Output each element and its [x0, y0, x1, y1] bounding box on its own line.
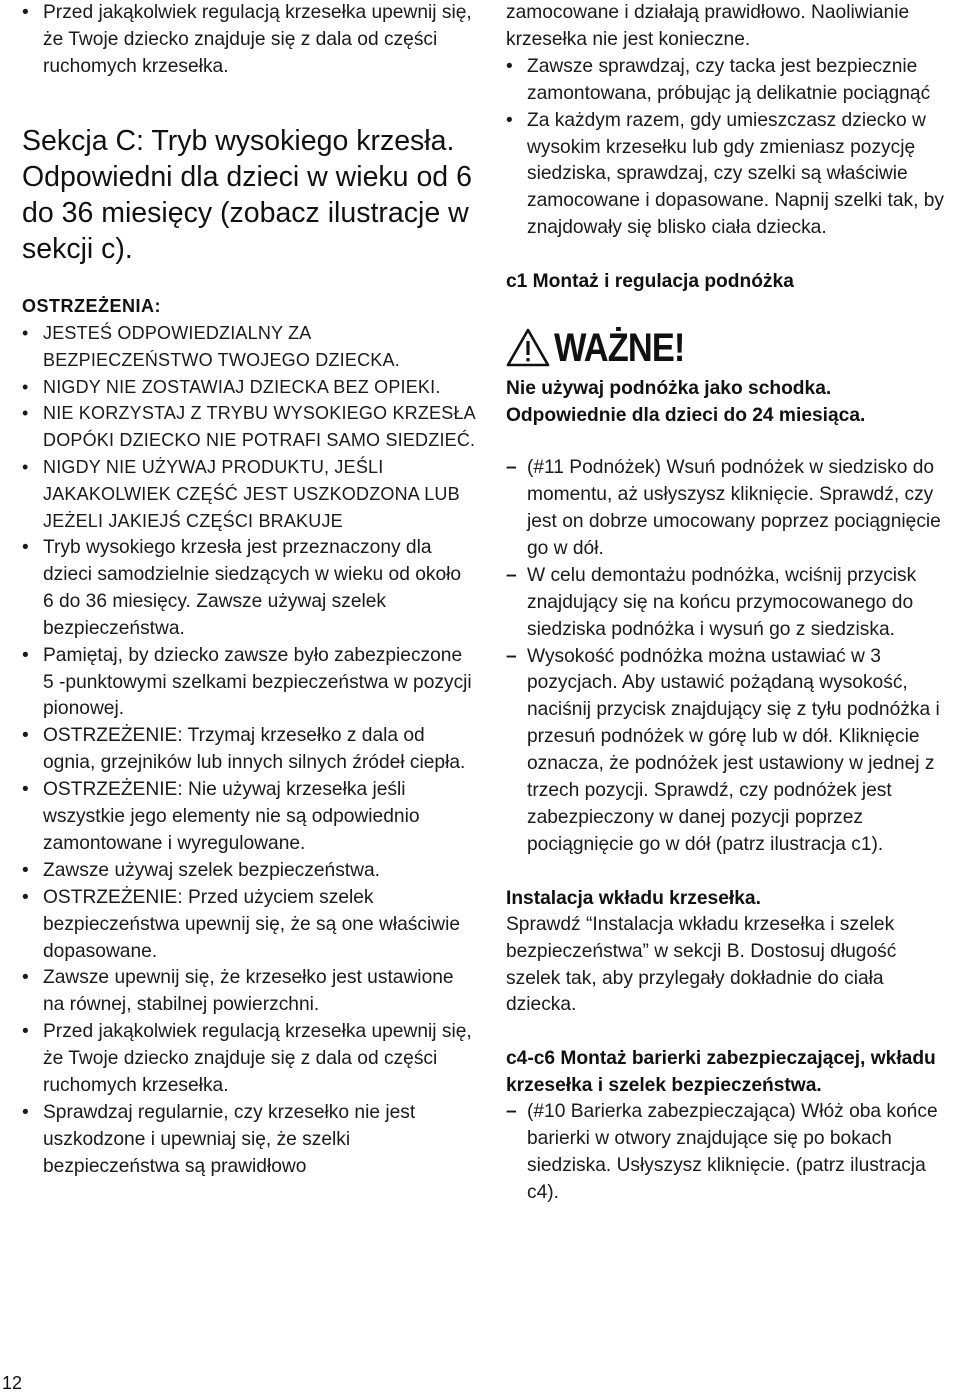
page-number: 12 — [2, 1373, 23, 1393]
list-item: • Tryb wysokiego krzesła jest przeznaczony dla dzieci samodzielnie siedzących w wieku od około 6 do 36 miesięcy. Zawsze używaj szelek bezpieczeństwa. — [22, 535, 477, 643]
list-item: • Sprawdzaj regularnie, czy krzesełko nie jest uszkodzone i upewniaj się, że szelki bezpieczeństwa są prawidłowo — [22, 1100, 477, 1181]
list-item: – W celu demontażu podnóżka, wciśnij przycisk znajdujący się na końcu przymocowanego do siedziska podnóżka i wysuń go z siedziska. — [506, 563, 954, 644]
list-item: • Zawsze sprawdzaj, czy tacka jest bezpiecznie zamontowana, próbując ją delikatnie pociągnąć — [506, 54, 954, 108]
warning-item: • JESTEŚ ODPOWIEDZIALNY ZA BEZPIECZEŃSTWO TWOJEGO DZIECKA. — [22, 320, 477, 374]
important-line: Nie używaj podnóżka jako schodka. — [506, 378, 832, 400]
list-item: • OSTRZEŻENIE: Przed użyciem szelek bezpieczeństwa upewnij się, że są one właściwie dopasowane. — [22, 885, 477, 966]
warning-item: • NIGDY NIE ZOSTAWIAJ DZIECKA BEZ OPIEKI. — [22, 374, 477, 401]
list-item: • OSTRZEŻENIE: Trzymaj krzesełko z dala od ognia, grzejników lub innych silnych źródeł ciepła. — [22, 723, 477, 777]
warnings-heading: OSTRZEŻENIA: — [22, 295, 161, 316]
warning-item: • NIE KORZYSTAJ Z TRYBU WYSOKIEGO KRZESŁA DOPÓKI DZIECKO NIE POTRAFI SAMO SIEDZIEĆ. — [22, 400, 477, 454]
section-title: Sekcja C: Tryb wysokiego krzesła. Odpowiedni dla dzieci w wieku od 6 do 36 miesięcy (zobacz ilustracje w sekcji c). — [22, 124, 472, 265]
left-column — [22, 0, 477, 1181]
important-label: WAŻNE! — [554, 325, 685, 370]
list-item: – (#11 Podnóżek) Wsuń podnóżek w siedzisko do momentu, aż usłyszysz kliknięcie. Sprawdź, czy jest on dobrze umocowany poprzez pociągnięcie go w dół. — [506, 455, 954, 563]
safety-list — [22, 535, 477, 1181]
warnings-list — [22, 320, 477, 535]
list-item: • Przed jakąkolwiek regulacją krzesełka upewnij się, że Twoje dziecko znajduje się z dala od części ruchomych krzesełka. — [22, 1019, 477, 1100]
c1-list — [506, 455, 954, 859]
important-notice — [506, 321, 954, 375]
list-item: – (#10 Barierka zabezpieczająca) Włóż oba końce barierki w otwory znajdujące się po bokach siedziska. Usłyszysz kliknięcie. (patrz ilustracja c4). — [506, 1099, 954, 1207]
right-top-list — [506, 54, 954, 242]
list-item: • Przed jakąkolwiek regulacją krzesełka upewnij się, że Twoje dziecko znajduje się z dala od części ruchomych krzesełka. — [22, 0, 477, 81]
list-item: • Zawsze upewnij się, że krzesełko jest ustawione na równej, stabilnej powierzchni. — [22, 965, 477, 1019]
c4-heading: c4-c6 Montaż barierki zabezpieczającej, wkładu krzesełka i szelek bezpieczeństwa. — [506, 1048, 936, 1097]
top-list — [22, 0, 477, 81]
list-item: • Pamiętaj, by dziecko zawsze było zabezpieczone 5 -punktowymi szelkami bezpieczeństwa w pozycji pionowej. — [22, 643, 477, 724]
list-item: • Zawsze używaj szelek bezpieczeństwa. — [22, 858, 477, 885]
important-line: Odpowiednie dla dzieci do 24 miesiąca. — [506, 405, 866, 427]
list-item: • OSTRZEŻENIE: Nie używaj krzesełka jeśli wszystkie jego elementy nie są odpowiednio zamontowane i wyregulowane. — [22, 777, 477, 858]
c1-heading: c1 Montaż i regulacja podnóżka — [506, 271, 794, 293]
insert-heading: Instalacja wkładu krzesełka. — [506, 887, 761, 909]
c4-list — [506, 1099, 954, 1207]
list-item: – Wysokość podnóżka można ustawiać w 3 pozycjach. Aby ustawić pożądaną wysokość, naciśnij przycisk znajdujący się z tyłu podnóżka i przesuń podnóżek w górę lub w dół. Kliknięcie oznacza, że podnóżek jest ustawiony w jednej z trzech pozycji. Sprawdź, czy podnóżek jest zabezpieczony w danej pozycji poprzez pociągnięcie go w dół (patrz ilustracja c1). — [506, 644, 954, 859]
list-item: • Za każdym razem, gdy umieszczasz dziecko w wysokim krzesełku lub gdy zmieniasz pozycję siedziska, sprawdzaj, czy szelki są właściwie zamocowane i dopasowane. Napnij szelki tak, by znajdowały się blisko ciała dziecka. — [506, 108, 954, 243]
continuation-text: zamocowane i działają prawidłowo. Naoliwianie krzesełka nie jest konieczne. — [506, 2, 910, 50]
warning-item: • NIGDY NIE UŻYWAJ PRODUKTU, JEŚLI JAKAKOLWIEK CZĘŚĆ JEST USZKODZONA LUB JEŻELI JAKIEJŚ CZĘŚCI BRAKUJE — [22, 454, 477, 535]
warning-triangle-icon — [506, 328, 550, 368]
right-column — [506, 0, 954, 1207]
insert-text: Sprawdź “Instalacja wkładu krzesełka i szelek bezpieczeństwa” w sekcji B. Dostosuj długość szelek tak, aby przylegały dokładnie do ciała dziecka. — [506, 913, 897, 1016]
